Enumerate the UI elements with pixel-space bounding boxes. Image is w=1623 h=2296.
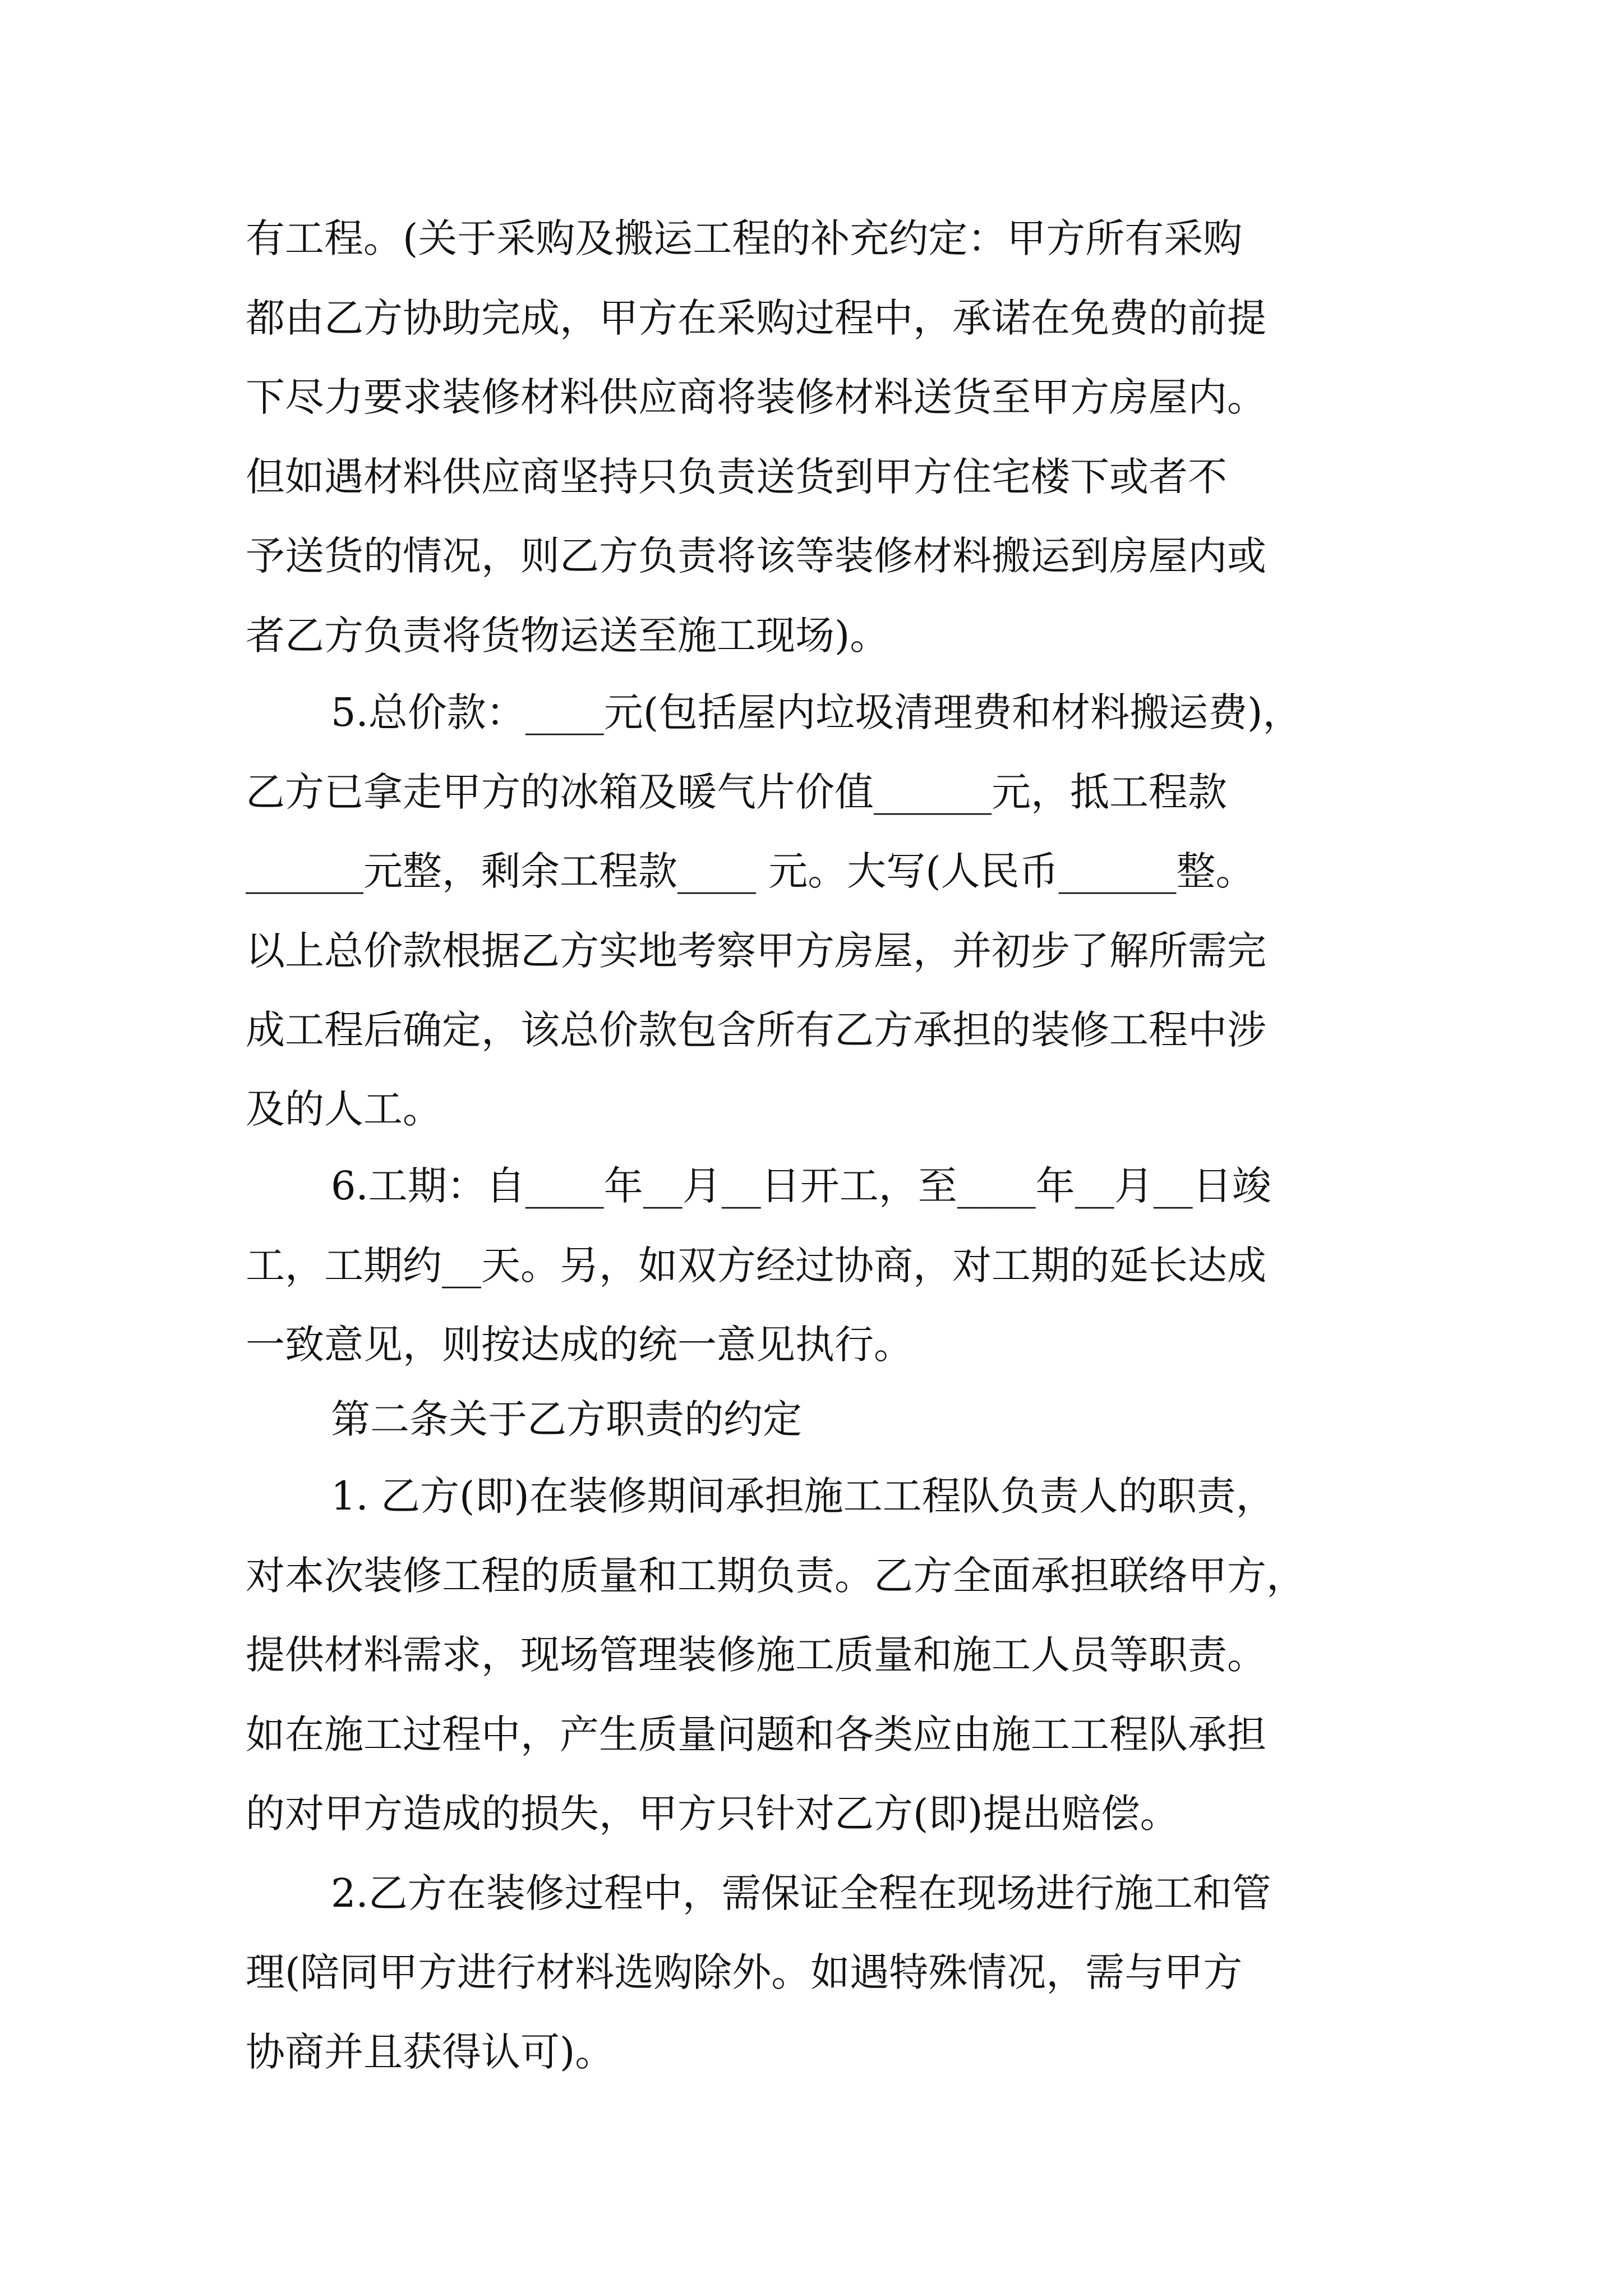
text-line: 一致意见，则按达成的统一意见执行。 [246, 1322, 913, 1368]
text-line: 5.总价款：____元(包括屋内垃圾清理费和材料搬运费)， [331, 689, 1302, 735]
text-line: 1. 乙方(即)在装修期间承担施工工程队负责人的职责， [331, 1473, 1275, 1519]
text-line: 有工程。(关于采购及搬运工程的补充约定：甲方所有采购 [246, 215, 1243, 261]
text-line: 的对甲方造成的损失，甲方只针对乙方(即)提出赔偿。 [246, 1791, 1179, 1837]
text-line: 2.乙方在装修过程中，需保证全程在现场进行施工和管 [331, 1870, 1271, 1916]
text-line: 6.工期：自____年__月__日开工，至____年__月__日竣 [331, 1163, 1271, 1209]
section-heading: 第二条关于乙方职责的约定 [331, 1396, 802, 1442]
text-line: 者乙方负责将货物运送至施工现场)。 [246, 613, 889, 659]
text-line: 如在施工过程中，产生质量问题和各类应由施工工程队承担 [246, 1711, 1266, 1757]
text-line: 理(陪同甲方进行材料选购除外。如遇特殊情况，需与甲方 [246, 1949, 1243, 1995]
text-line: 提供材料需求，现场管理装修施工质量和施工人员等职责。 [246, 1632, 1266, 1678]
text-line: 成工程后确定，该总价款包含所有乙方承担的装修工程中涉 [246, 1007, 1266, 1053]
text-line: 协商并且获得认可)。 [246, 2029, 615, 2075]
text-line: 乙方已拿走甲方的冰箱及暖气片价值______元，抵工程款 [246, 769, 1227, 815]
text-line: 及的人工。 [246, 1086, 442, 1132]
text-line: 但如遇材料供应商坚持只负责送货到甲方住宅楼下或者不 [246, 454, 1227, 500]
text-line: 予送货的情况，则乙方负责将该等装修材料搬运到房屋内或 [246, 533, 1266, 579]
text-line: 对本次装修工程的质量和工期负责。乙方全面承担联络甲方， [246, 1553, 1306, 1599]
text-line: 工，工期约__天。另，如双方经过协商，对工期的延长达成 [246, 1243, 1266, 1289]
text-line: 下尽力要求装修材料供应商将装修材料送货至甲方房屋内。 [246, 374, 1266, 420]
text-line: 都由乙方协助完成，甲方在采购过程中，承诺在免费的前提 [246, 295, 1266, 341]
text-line: 以上总价款根据乙方实地考察甲方房屋，并初步了解所需完 [246, 928, 1266, 974]
text-line: ______元整，剩余工程款____ 元。大写(人民币______整。 [246, 848, 1255, 894]
